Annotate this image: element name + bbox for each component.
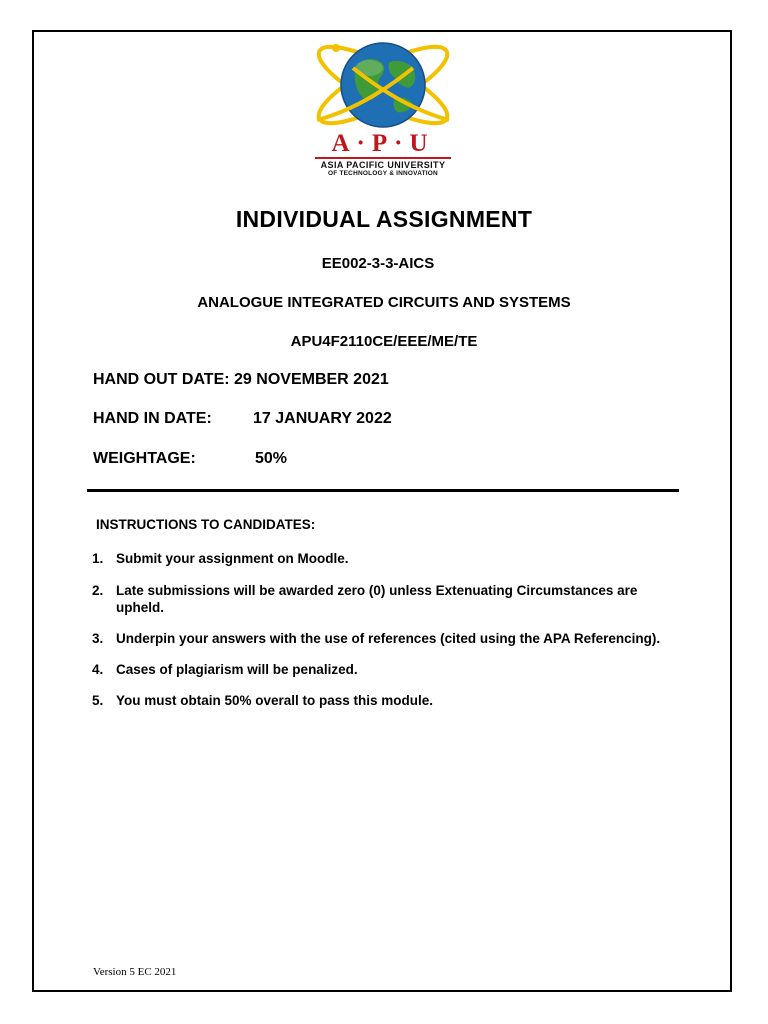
- list-item-number: 2.: [92, 583, 104, 598]
- globe-logo-icon: [303, 38, 463, 133]
- list-item: [92, 582, 672, 616]
- list-item-text: Late submissions will be awarded zero (0) unless Extenuating Circumstances are upheld.: [116, 583, 638, 615]
- hand-out-date-row: [93, 371, 389, 389]
- document-title: INDIVIDUAL ASSIGNMENT: [235, 206, 533, 232]
- intake-code: APU4F2110CE/EEE/ME/TE: [290, 333, 478, 350]
- list-item: [92, 630, 672, 647]
- logo-university-name: ASIA PACIFIC UNIVERSITY: [320, 160, 446, 170]
- hand-in-date-row: [93, 410, 392, 428]
- logo-brand-text: A·P·U: [331, 130, 435, 157]
- hand-in-label: HAND IN DATE:: [93, 410, 212, 427]
- instructions-list: [92, 550, 672, 709]
- list-item: [92, 661, 672, 678]
- hand-in-value: 17 JANUARY 2022: [253, 410, 392, 427]
- list-item: [92, 550, 672, 567]
- list-item-text: You must obtain 50% overall to pass this module.: [116, 693, 434, 708]
- list-item-number: 3.: [92, 631, 104, 646]
- list-item: [92, 692, 672, 709]
- instructions-heading: INSTRUCTIONS TO CANDIDATES:: [96, 517, 316, 532]
- weightage-row: [93, 450, 287, 468]
- logo-university-tagline: OF TECHNOLOGY & INNOVATION: [328, 170, 438, 177]
- list-item-number: 5.: [92, 693, 104, 708]
- section-divider: [87, 489, 679, 492]
- list-item-number: 4.: [92, 662, 104, 677]
- apu-logo: [303, 38, 463, 183]
- list-item-number: 1.: [92, 551, 104, 566]
- list-item-text: Underpin your answers with the use of references (cited using the APA Referencing).: [116, 631, 661, 646]
- list-item-text: Submit your assignment on Moodle.: [116, 551, 349, 566]
- module-code: EE002-3-3-AICS: [321, 255, 435, 272]
- list-item-text: Cases of plagiarism will be penalized.: [116, 662, 358, 677]
- module-name: ANALOGUE INTEGRATED CIRCUITS AND SYSTEMS: [197, 294, 571, 311]
- hand-out-value: 29 NOVEMBER 2021: [234, 371, 389, 388]
- weightage-value: 50%: [255, 450, 288, 467]
- weightage-label: WEIGHTAGE:: [93, 450, 196, 467]
- hand-out-label: HAND OUT DATE:: [93, 371, 230, 388]
- logo-divider: [315, 157, 451, 159]
- version-footer: Version 5 EC 2021: [93, 966, 177, 978]
